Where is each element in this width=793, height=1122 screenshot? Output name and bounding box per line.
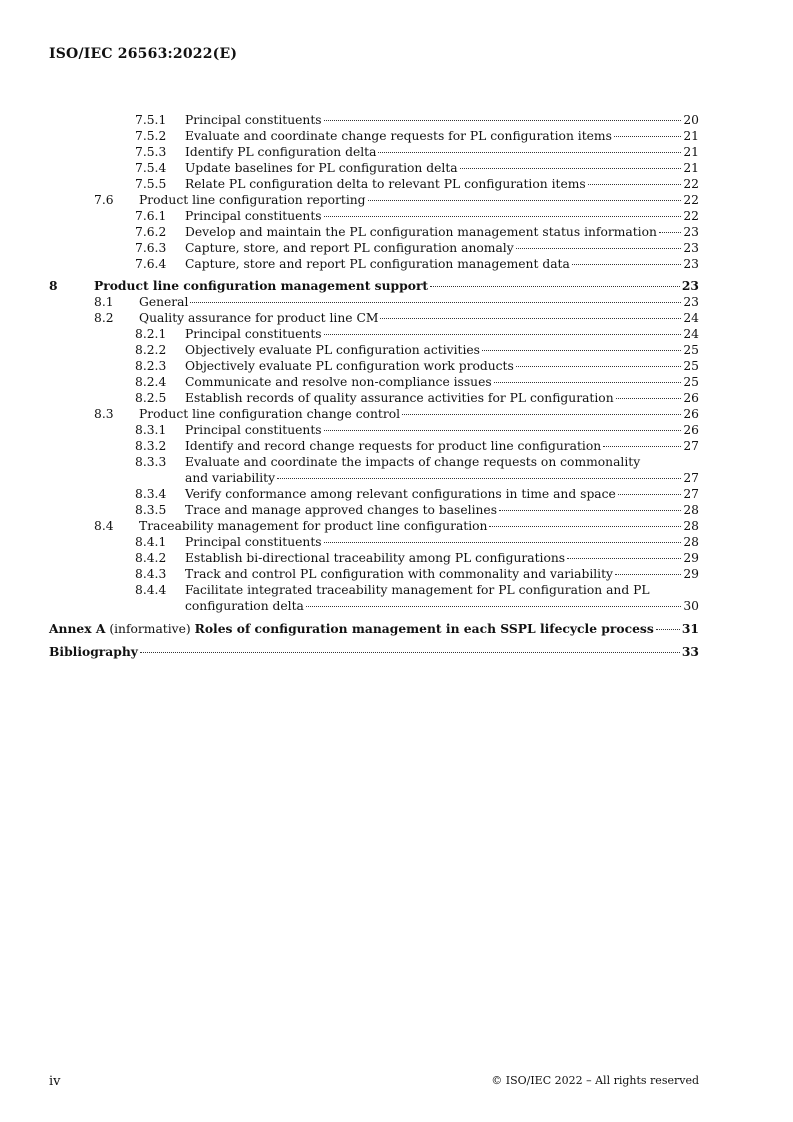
dot-leader	[190, 302, 681, 303]
toc-entry-7-5-3[interactable]	[49, 144, 699, 160]
dot-leader	[494, 382, 682, 383]
dot-leader	[324, 120, 682, 121]
toc-entry-number: 8.2.3	[135, 359, 167, 373]
toc-entry-page: 23	[681, 278, 699, 293]
toc-entry-title: Establish records of quality assurance activities for PL configuration	[185, 391, 614, 405]
document-id-header: ISO/IEC 26563:2022(E)	[49, 46, 238, 62]
dot-leader	[277, 478, 681, 479]
toc-entry-page: 27	[683, 439, 699, 453]
toc-entry-title: Develop and maintain the PL configuration management status information	[185, 225, 657, 239]
toc-entry-page: 26	[683, 423, 699, 437]
toc-entry-page: 25	[683, 343, 699, 357]
dot-leader	[603, 446, 681, 447]
toc-entry-page: 22	[683, 177, 699, 191]
toc-entry-page: 23	[683, 295, 699, 309]
toc-entry-page: 23	[683, 241, 699, 255]
toc-entry-number: 8.3	[94, 407, 114, 421]
toc-entry-number: 7.5.5	[135, 177, 167, 191]
copyright-notice: © ISO/IEC 2022 – All rights reserved	[491, 1074, 699, 1087]
toc-entry-number: 8.4.4	[135, 583, 167, 597]
toc-entry-8-4-3[interactable]	[49, 566, 699, 582]
toc-entry-8-3-1[interactable]	[49, 422, 699, 438]
dot-leader	[499, 510, 681, 511]
toc-entry-number: 8.2.4	[135, 375, 167, 389]
toc-entry-8-2-5[interactable]	[49, 390, 699, 406]
toc-entry-number: 8.4	[94, 519, 114, 533]
dot-leader	[614, 136, 681, 137]
toc-entry-number: 7.6.1	[135, 209, 167, 223]
page-footer	[49, 1074, 699, 1089]
toc-entry-number: 7.5.2	[135, 129, 167, 143]
table-of-contents	[49, 112, 699, 660]
toc-entry-8-3-3[interactable]	[49, 454, 699, 470]
toc-entry-page: 27	[683, 487, 699, 501]
dot-leader	[368, 200, 682, 201]
toc-entry-title: Capture, store and report PL configuration management data	[185, 257, 570, 271]
toc-entry-title: Trace and manage approved changes to baselines	[185, 503, 498, 517]
toc-entry-number: 7.5.1	[135, 113, 167, 127]
toc-entry-page: 21	[683, 145, 699, 159]
toc-entry-page: 28	[683, 535, 699, 549]
toc-entry-8-2-3[interactable]	[49, 358, 699, 374]
section-spacer	[49, 637, 699, 644]
toc-entry-page: 27	[683, 471, 699, 485]
toc-entry-title: Objectively evaluate PL configuration activities	[185, 343, 480, 357]
toc-entry-7-5-5[interactable]	[49, 176, 699, 192]
toc-entry-page: 21	[683, 161, 699, 175]
toc-entry-number: 7.6	[94, 193, 114, 207]
toc-entry-page: 22	[683, 193, 699, 207]
toc-entry-8-3-4[interactable]	[49, 486, 699, 502]
dot-leader	[572, 264, 682, 265]
annex-title: Roles of configuration management in each SSPL lifecycle process	[194, 621, 654, 636]
toc-entry-number: 8.3.3	[135, 455, 167, 469]
toc-entry-8-3-5[interactable]	[49, 502, 699, 518]
dot-leader	[140, 652, 680, 653]
toc-entry-title: Traceability management for product line configuration	[139, 519, 488, 533]
toc-entry-number: 8.2.1	[135, 327, 167, 341]
toc-entry-number: 8.4.3	[135, 567, 167, 581]
toc-entry-8[interactable]	[49, 278, 699, 294]
dot-leader	[306, 606, 681, 607]
toc-entry-bibliography[interactable]	[49, 644, 699, 660]
dot-leader	[656, 629, 680, 630]
toc-entry-title: Principal constituents	[185, 209, 322, 223]
toc-entry-8-4[interactable]	[49, 518, 699, 534]
dot-leader	[324, 216, 682, 217]
dot-leader	[659, 232, 681, 233]
toc-entry-title: Establish bi-directional traceability among PL configurations	[185, 551, 566, 565]
toc-entry-page: 29	[683, 567, 699, 581]
toc-entry-8-2-1[interactable]	[49, 326, 699, 342]
toc-entry-page: 28	[683, 503, 699, 517]
dot-leader	[324, 430, 682, 431]
section-spacer	[49, 614, 699, 621]
dot-leader	[516, 366, 682, 367]
toc-entry-title: Communicate and resolve non-compliance issues	[185, 375, 492, 389]
toc-entry-title: Capture, store, and report PL configuration anomaly	[185, 241, 514, 255]
dot-leader	[618, 494, 682, 495]
toc-entry-page: 26	[683, 391, 699, 405]
toc-entry-8-1[interactable]	[49, 294, 699, 310]
toc-entry-number: 8.2	[94, 311, 114, 325]
dot-leader	[615, 574, 681, 575]
toc-entry-7-5-1[interactable]	[49, 112, 699, 128]
toc-entry-title: Verify conformance among relevant configurations in time and space	[185, 487, 616, 501]
toc-entry-page: 21	[683, 129, 699, 143]
toc-entry-number: 7.6.2	[135, 225, 167, 239]
toc-entry-page: 28	[683, 519, 699, 533]
toc-entry-title: Principal constituents	[185, 423, 322, 437]
toc-entry-title: Quality assurance for product line CM	[139, 311, 379, 325]
toc-entry-number: 8.4.2	[135, 551, 167, 565]
toc-entry-page: 23	[683, 225, 699, 239]
toc-entry-number: 7.5.4	[135, 161, 167, 175]
toc-entry-7-6[interactable]	[49, 192, 699, 208]
dot-leader	[616, 398, 682, 399]
toc-entry-number: 8.3.1	[135, 423, 167, 437]
toc-entry-title: General	[139, 295, 189, 309]
dot-leader	[482, 350, 681, 351]
toc-entry-title: Facilitate integrated traceability management for PL configuration and PL	[185, 583, 650, 597]
toc-entry-page: 23	[683, 257, 699, 271]
toc-entry-title-continuation: configuration delta	[185, 599, 304, 613]
toc-entry-title: Product line configuration change control	[139, 407, 401, 421]
toc-entry-number: 7.6.3	[135, 241, 167, 255]
toc-entry-page: 33	[681, 644, 699, 659]
toc-entry-number: 8.4.1	[135, 535, 167, 549]
toc-entry-page: 25	[683, 375, 699, 389]
toc-entry-title: Identify and record change requests for product line configuration	[185, 439, 602, 453]
toc-entry-8-3-2[interactable]	[49, 438, 699, 454]
toc-entry-number: 8.1	[94, 295, 114, 309]
toc-entry-8-3-3-continuation[interactable]	[49, 470, 699, 486]
toc-entry-title: Product line configuration management support	[94, 278, 429, 293]
toc-entry-title: Principal constituents	[185, 535, 322, 549]
toc-entry-8-4-2[interactable]	[49, 550, 699, 566]
toc-entry-page: 29	[683, 551, 699, 565]
toc-entry-8-3[interactable]	[49, 406, 699, 422]
toc-entry-8-4-4-continuation[interactable]	[49, 598, 699, 614]
toc-entry-number: 8.3.4	[135, 487, 167, 501]
toc-entry-title: Principal constituents	[185, 113, 322, 127]
toc-entry-annex-a[interactable]	[49, 621, 699, 637]
dot-leader	[324, 542, 682, 543]
dot-leader	[588, 184, 682, 185]
dot-leader	[378, 152, 681, 153]
dot-leader	[460, 168, 682, 169]
toc-entry-title-continuation: and variability	[185, 471, 276, 485]
dot-leader	[324, 334, 682, 335]
toc-entry-title: Objectively evaluate PL configuration work products	[185, 359, 514, 373]
toc-entry-7-6-1[interactable]	[49, 208, 699, 224]
toc-entry-title: Bibliography	[49, 644, 138, 659]
toc-entry-page: 22	[683, 209, 699, 223]
toc-entry-number: 7.6.4	[135, 257, 167, 271]
dot-leader	[489, 526, 681, 527]
toc-entry-page: 20	[683, 113, 699, 127]
toc-entry-7-5-4[interactable]	[49, 160, 699, 176]
toc-entry-7-5-2[interactable]	[49, 128, 699, 144]
toc-entry-8-2-4[interactable]	[49, 374, 699, 390]
toc-entry-number: 8.2.2	[135, 343, 167, 357]
toc-entry-7-6-3[interactable]	[49, 240, 699, 256]
toc-entry-page: 26	[683, 407, 699, 421]
toc-entry-8-4-4[interactable]	[49, 582, 699, 598]
toc-entry-title	[49, 621, 654, 637]
toc-entry-8-4-1[interactable]	[49, 534, 699, 550]
toc-entry-title: Identify PL configuration delta	[185, 145, 377, 159]
toc-entry-number: 7.5.3	[135, 145, 167, 159]
dot-leader	[516, 248, 682, 249]
toc-entry-title: Update baselines for PL configuration delta	[185, 161, 458, 175]
dot-leader	[430, 286, 680, 287]
toc-entry-number: 8.2.5	[135, 391, 167, 405]
toc-entry-8-2-2[interactable]	[49, 342, 699, 358]
annex-label: Annex A	[49, 621, 106, 636]
page-number: iv	[49, 1074, 61, 1089]
dot-leader	[402, 414, 681, 415]
toc-entry-page: 24	[683, 327, 699, 341]
dot-leader	[567, 558, 681, 559]
toc-entry-title: Principal constituents	[185, 327, 322, 341]
annex-qualifier: (informative)	[109, 622, 191, 636]
dot-leader	[380, 318, 681, 319]
toc-entry-page: 30	[683, 599, 699, 613]
toc-entry-8-2[interactable]	[49, 310, 699, 326]
toc-entry-title: Product line configuration reporting	[139, 193, 366, 207]
toc-entry-number: 8.3.2	[135, 439, 167, 453]
toc-entry-page: 24	[683, 311, 699, 325]
toc-entry-title: Evaluate and coordinate the impacts of change requests on commonality	[185, 455, 641, 469]
toc-entry-number: 8	[49, 278, 58, 293]
toc-entry-title: Track and control PL configuration with commonality and variability	[185, 567, 614, 581]
toc-entry-number: 8.3.5	[135, 503, 167, 517]
toc-entry-7-6-2[interactable]	[49, 224, 699, 240]
toc-entry-page: 31	[681, 621, 699, 636]
toc-entry-title: Evaluate and coordinate change requests for PL configuration items	[185, 129, 612, 143]
toc-entry-7-6-4[interactable]	[49, 256, 699, 272]
toc-entry-page: 25	[683, 359, 699, 373]
toc-entry-title: Relate PL configuration delta to relevant PL configuration items	[185, 177, 586, 191]
